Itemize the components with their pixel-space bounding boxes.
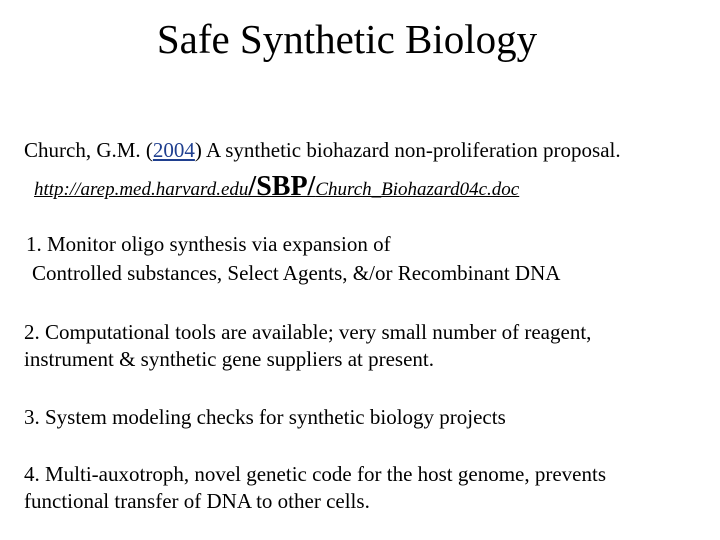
point-4-line-1: 4. Multi-auxotroph, novel genetic code for the host genome, prevents bbox=[24, 462, 607, 486]
citation-url[interactable] bbox=[34, 171, 520, 203]
slide-title: Safe Synthetic Biology bbox=[156, 16, 538, 62]
point-1-line-1: 1. Monitor oligo synthesis via expansion of bbox=[26, 232, 391, 256]
citation-year-link[interactable]: 2004 bbox=[152, 138, 195, 162]
point-2-line-1: 2. Computational tools are available; very small number of reagent, bbox=[24, 320, 592, 344]
point-2-line-2: instrument & synthetic gene suppliers at present. bbox=[24, 347, 434, 371]
url-sbp-segment[interactable]: /SBP/ bbox=[248, 171, 316, 202]
citation-suffix: ) A synthetic biohazard non-proliferation proposal. bbox=[194, 138, 621, 162]
point-4-line-2: functional transfer of DNA to other cells. bbox=[24, 489, 370, 513]
url-filename[interactable]: Church_Biohazard04c.doc bbox=[315, 179, 520, 200]
url-host[interactable]: http://arep.med.harvard.edu bbox=[34, 179, 249, 200]
citation-url-link[interactable] bbox=[34, 171, 520, 202]
citation-prefix: Church, G.M. ( bbox=[24, 138, 153, 162]
citation-text bbox=[24, 137, 621, 163]
point-1-line-2: Controlled substances, Select Agents, &/or Recombinant DNA bbox=[32, 261, 561, 285]
point-3-line-1: 3. System modeling checks for synthetic biology projects bbox=[24, 405, 506, 429]
